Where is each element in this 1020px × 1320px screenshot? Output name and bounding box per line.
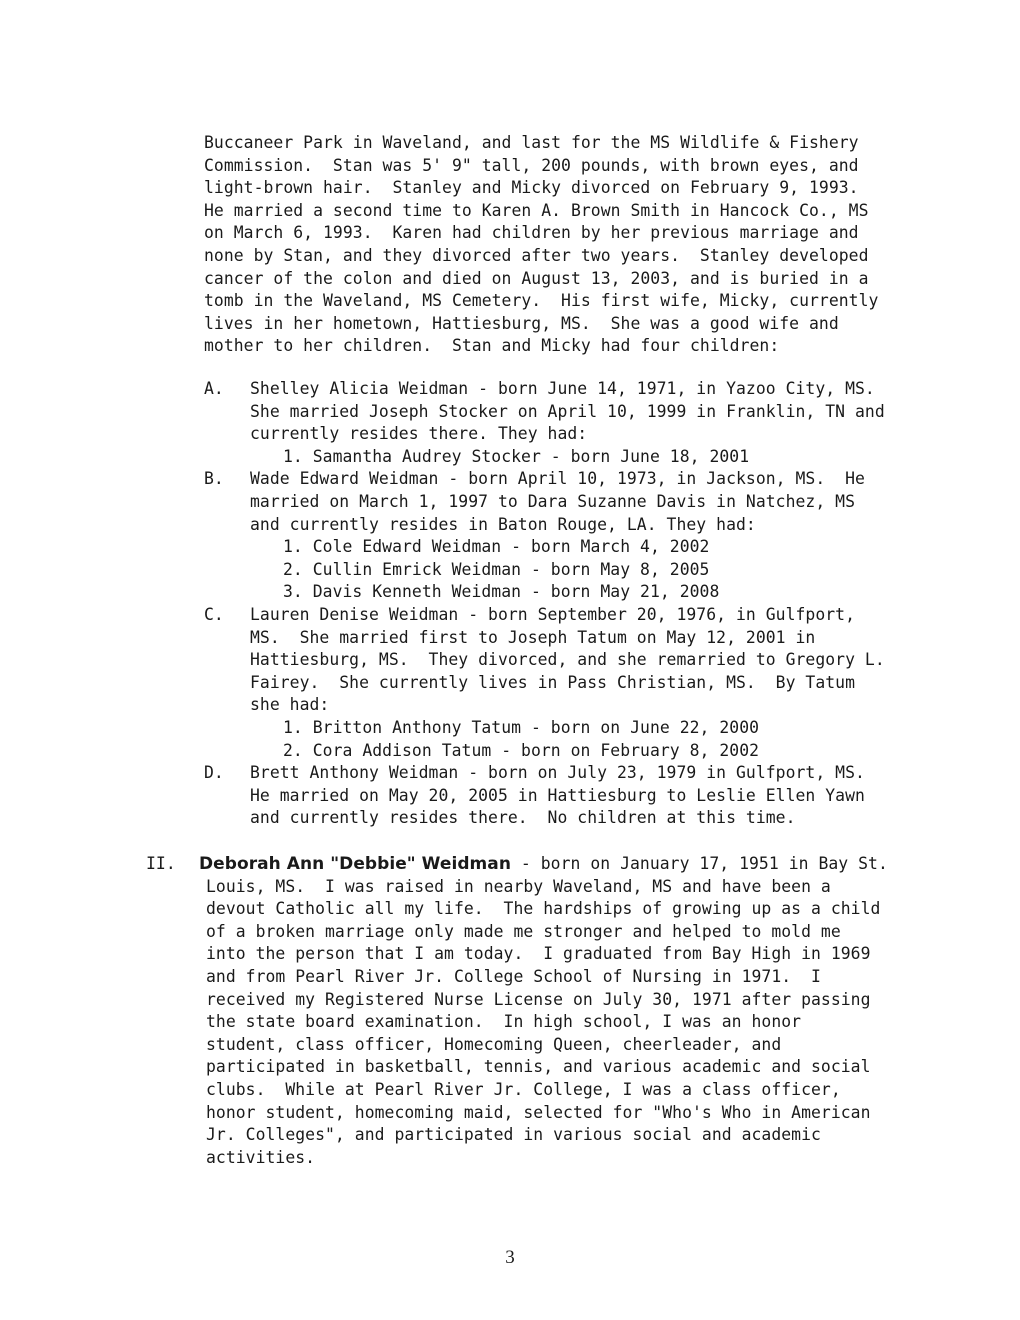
intro-paragraph-line: on March 6, 1993. Karen had children by her previous marriage and [204, 223, 859, 243]
section-two-line: devout Catholic all my life. The hardships of growing up as a child [206, 899, 881, 919]
page-number: 3 [505, 1247, 515, 1268]
child-entry-line: married on March 1, 1997 to Dara Suzanne Davis in Natchez, MS [250, 492, 855, 511]
child-list-letter: C. [204, 605, 224, 624]
child-list-letter: A. [204, 379, 224, 398]
intro-paragraph-line: light-brown hair. Stanley and Micky divorced on February 9, 1993. [204, 178, 859, 198]
child-list-letter: D. [204, 763, 224, 783]
section-two-line: clubs. While at Pearl River Jr. College, I was a class officer, [206, 1080, 841, 1099]
section-two-line: into the person that I am today. I graduated from Bay High in 1969 [206, 944, 871, 964]
intro-paragraph-line: none by Stan, and they divorced after two years. Stanley developed [204, 246, 869, 265]
child-entry-line: Lauren Denise Weidman - born September 20, 1976, in Gulfport, [250, 605, 855, 624]
section-two-line: student, class officer, Homecoming Queen, cheerleader, and [206, 1034, 782, 1054]
section-two-line: and from Pearl River Jr. College School of Nursing in 1971. I [206, 967, 821, 986]
child-list-letter: B. [204, 469, 224, 489]
intro-paragraph-line: He married a second time to Karen A. Brown Smith in Hancock Co., MS [204, 200, 869, 220]
child-entry-line: Brett Anthony Weidman - born on July 23, 1979 in Gulfport, MS. [250, 763, 865, 783]
section-two-line: Jr. Colleges", and participated in various social and academic [206, 1125, 821, 1145]
grandchild-entry: 3. Davis Kenneth Weidman - born May 21, 2008 [283, 582, 720, 602]
section-two-line: of a broken marriage only made me stronger and helped to mold me [206, 921, 841, 941]
child-entry-line: and currently resides there. No children at this time. [250, 808, 796, 828]
child-entry-line: Wade Edward Weidman - born April 10, 1973, in Jackson, MS. He [250, 469, 865, 489]
child-entry-line: currently resides there. They had: [250, 424, 588, 444]
section-two-line: received my Registered Nurse License on July 30, 1971 after passing [206, 989, 871, 1009]
child-entry-line: and currently resides in Baton Rouge, LA. They had: [250, 514, 756, 534]
grandchild-entry: 1. Cole Edward Weidman - born March 4, 2002 [283, 537, 710, 557]
child-entry-line: Shelley Alicia Weidman - born June 14, 1971, in Yazoo City, MS. [250, 379, 875, 398]
child-entry-line: she had: [250, 695, 330, 715]
grandchild-entry: 1. Samantha Audrey Stocker - born June 18, 2001 [283, 446, 750, 466]
grandchild-entry: 2. Cullin Emrick Weidman - born May 8, 2005 [283, 559, 710, 579]
child-entry-line: He married on May 20, 2005 in Hattiesburg to Leslie Ellen Yawn [250, 785, 865, 805]
intro-paragraph-line: Commission. Stan was 5' 9" tall, 200 pounds, with brown eyes, and [204, 155, 859, 175]
intro-paragraph-line: mother to her children. Stan and Micky had four children: [204, 336, 780, 356]
intro-paragraph-line: cancer of the colon and died on August 13, 2003, and is buried in a [204, 268, 869, 288]
section-two-first-line-text: - born on January 17, 1951 in Bay St. [510, 854, 888, 873]
section-two-line: Louis, MS. I was raised in nearby Waveland, MS and have been a [206, 876, 831, 896]
child-entry-line: MS. She married first to Joseph Tatum on May 12, 2001 in [250, 627, 816, 647]
section-two-line: participated in basketball, tennis, and various academic and social [206, 1057, 871, 1077]
intro-paragraph-line: Buccaneer Park in Waveland, and last for the MS Wildlife & Fishery [204, 133, 859, 152]
section-two-line: honor student, homecoming maid, selected for "Who's Who in American [206, 1102, 871, 1122]
child-entry-line: Fairey. She currently lives in Pass Christian, MS. By Tatum [250, 672, 855, 692]
grandchild-entry: 2. Cora Addison Tatum - born on February 8, 2002 [283, 740, 760, 760]
child-entry-line: She married Joseph Stocker on April 10, 1999 in Franklin, TN and [250, 401, 885, 421]
intro-paragraph-line: lives in her hometown, Hattiesburg, MS. She was a good wife and [204, 313, 839, 333]
grandchild-entry: 1. Britton Anthony Tatum - born on June 22, 2000 [283, 718, 760, 737]
intro-paragraph-line: tomb in the Waveland, MS Cemetery. His first wife, Micky, currently [204, 291, 879, 311]
section-two-first-line [199, 853, 888, 876]
section-two-line: activities. [206, 1147, 316, 1167]
person-name-heading: Deborah Ann "Debbie" Weidman [199, 854, 511, 874]
child-entry-line: Hattiesburg, MS. They divorced, and she remarried to Gregory L. [250, 650, 885, 670]
section-two-line: the state board examination. In high school, I was an honor [206, 1012, 802, 1032]
section-numeral: II. [146, 854, 176, 873]
